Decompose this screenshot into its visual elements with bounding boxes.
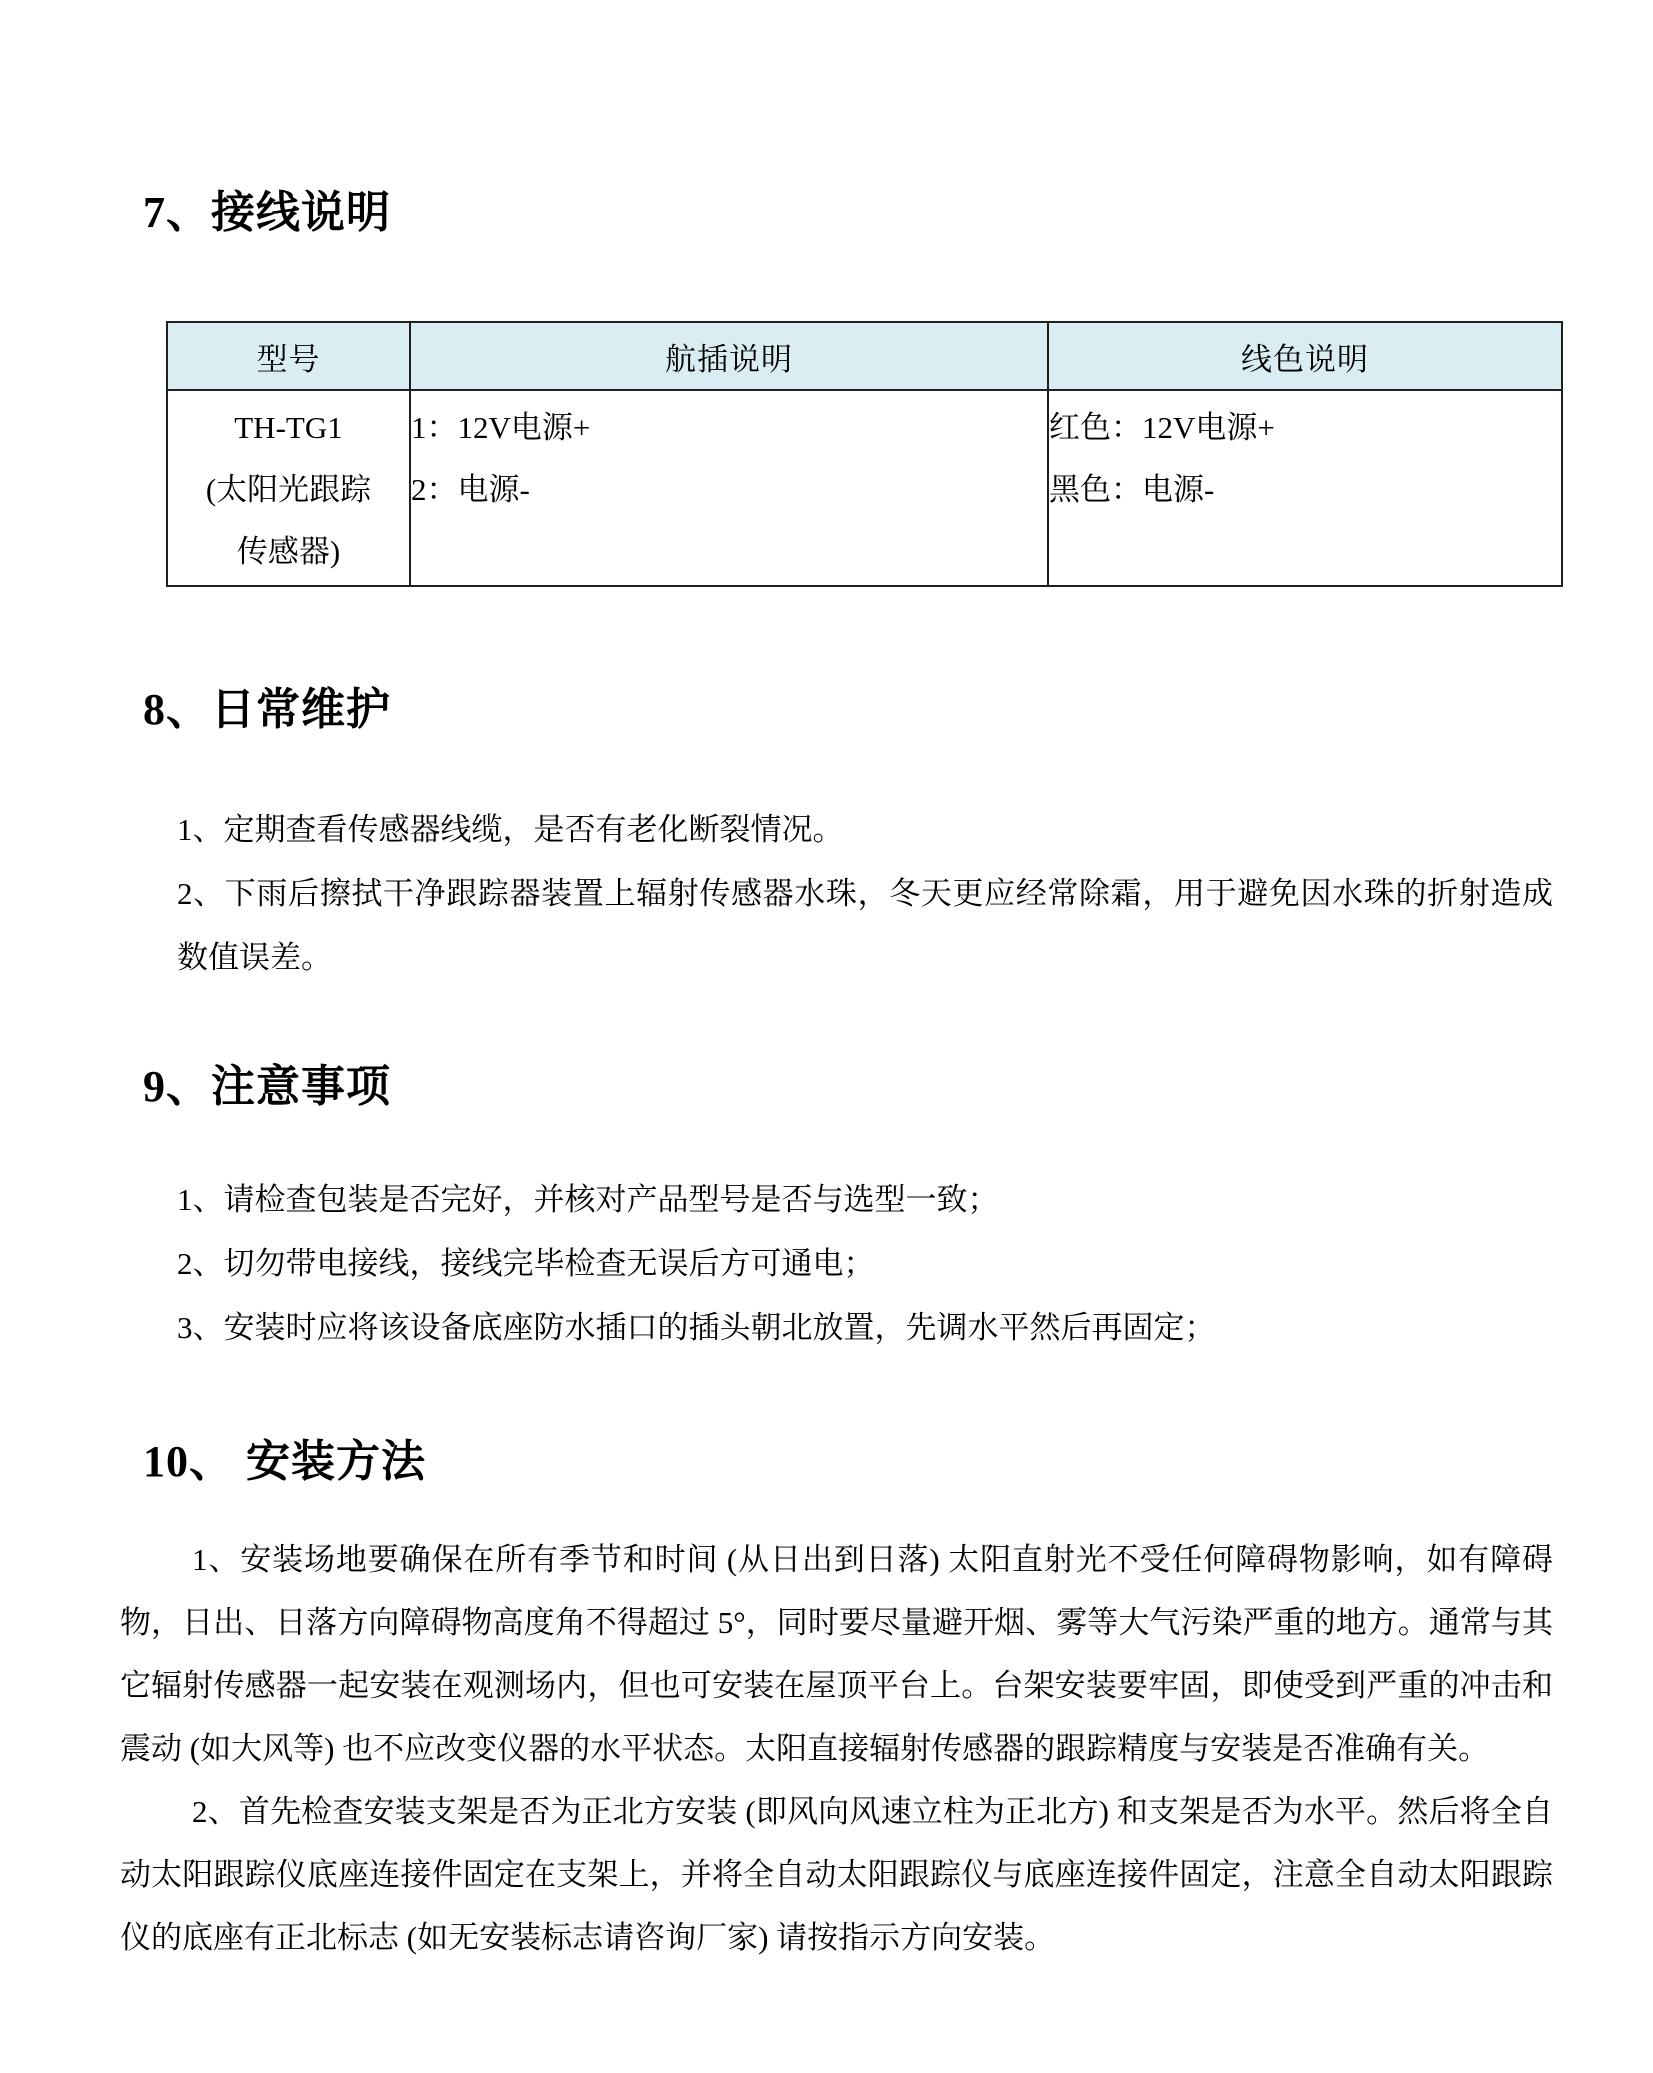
table-header-plug: 航插说明 [410,322,1048,390]
wire-line: 黑色：电源- [1049,472,1215,507]
install-paragraphs [120,1528,1553,1969]
section-8-heading: 8、日常维护 [143,685,391,734]
section-7-heading: 7、接线说明 [143,188,391,237]
plug-line: 1：12V电源+ [411,410,591,445]
maintenance-items [177,798,1553,990]
model-line: (太阳光跟踪 [205,472,372,507]
notes-item: 3、安装时应将该设备底座防水插口的插头朝北放置，先调水平然后再固定； [177,1310,1216,1345]
notes-item: 2、切勿带电接线，接线完毕检查无误后方可通电； [177,1246,875,1281]
maintenance-item: 2、下雨后擦拭干净跟踪器装置上辐射传感器水珠，冬天更应经常除霜，用于避免因水珠的折射造成数值误差。 [177,876,1553,975]
notes-item: 1、请检查包装是否完好，并核对产品型号是否与选型一致； [177,1182,999,1217]
section-10-heading: 10、 安装方法 [143,1437,426,1486]
plug-line: 2：电源- [411,472,530,507]
model-cell [167,390,410,586]
model-line: 传感器) [236,534,341,569]
wire-cell [1048,390,1562,586]
wire-line: 红色：12V电源+ [1049,410,1275,445]
section-9-heading: 9、注意事项 [143,1062,391,1111]
plug-cell [410,390,1048,586]
install-paragraph: 2、首先检查安装支架是否为正北方安装 (即风向风速立柱为正北方) 和支架是否为水平。然后将全自动太阳跟踪仪底座连接件固定在支架上，并将全自动太阳跟踪仪与底座连接件固定，注意全自动太阳跟踪仪的底座有正北标志 (如无安装标志请咨询厂家) 请按指示方向安装。 [120,1794,1553,1955]
wiring-table-header-row [167,322,1562,390]
table-header-model: 型号 [167,322,410,390]
wiring-table [166,321,1563,587]
maintenance-item: 1、定期查看传感器线缆，是否有老化断裂情况。 [177,812,844,847]
table-header-wire: 线色说明 [1048,322,1562,390]
notes-items [177,1168,1553,1360]
wiring-table-data-row [167,390,1562,586]
install-paragraph: 1、安装场地要确保在所有季节和时间 (从日出到日落) 太阳直射光不受任何障碍物影响，如有障碍物，日出、日落方向障碍物高度角不得超过 5°，同时要尽量避开烟、雾等大气污染严重的地方。通常与其它辐射传感器一起安装在观测场内，但也可安装在屋顶平台上。台架安装要牢固，即使受到严重的冲击和震动 (如大风等) 也不应改变仪器的水平状态。太阳直接辐射传感器的跟踪精度与安装是否准确有关。 [120,1542,1553,1766]
model-line: TH-TG1 [234,410,343,445]
